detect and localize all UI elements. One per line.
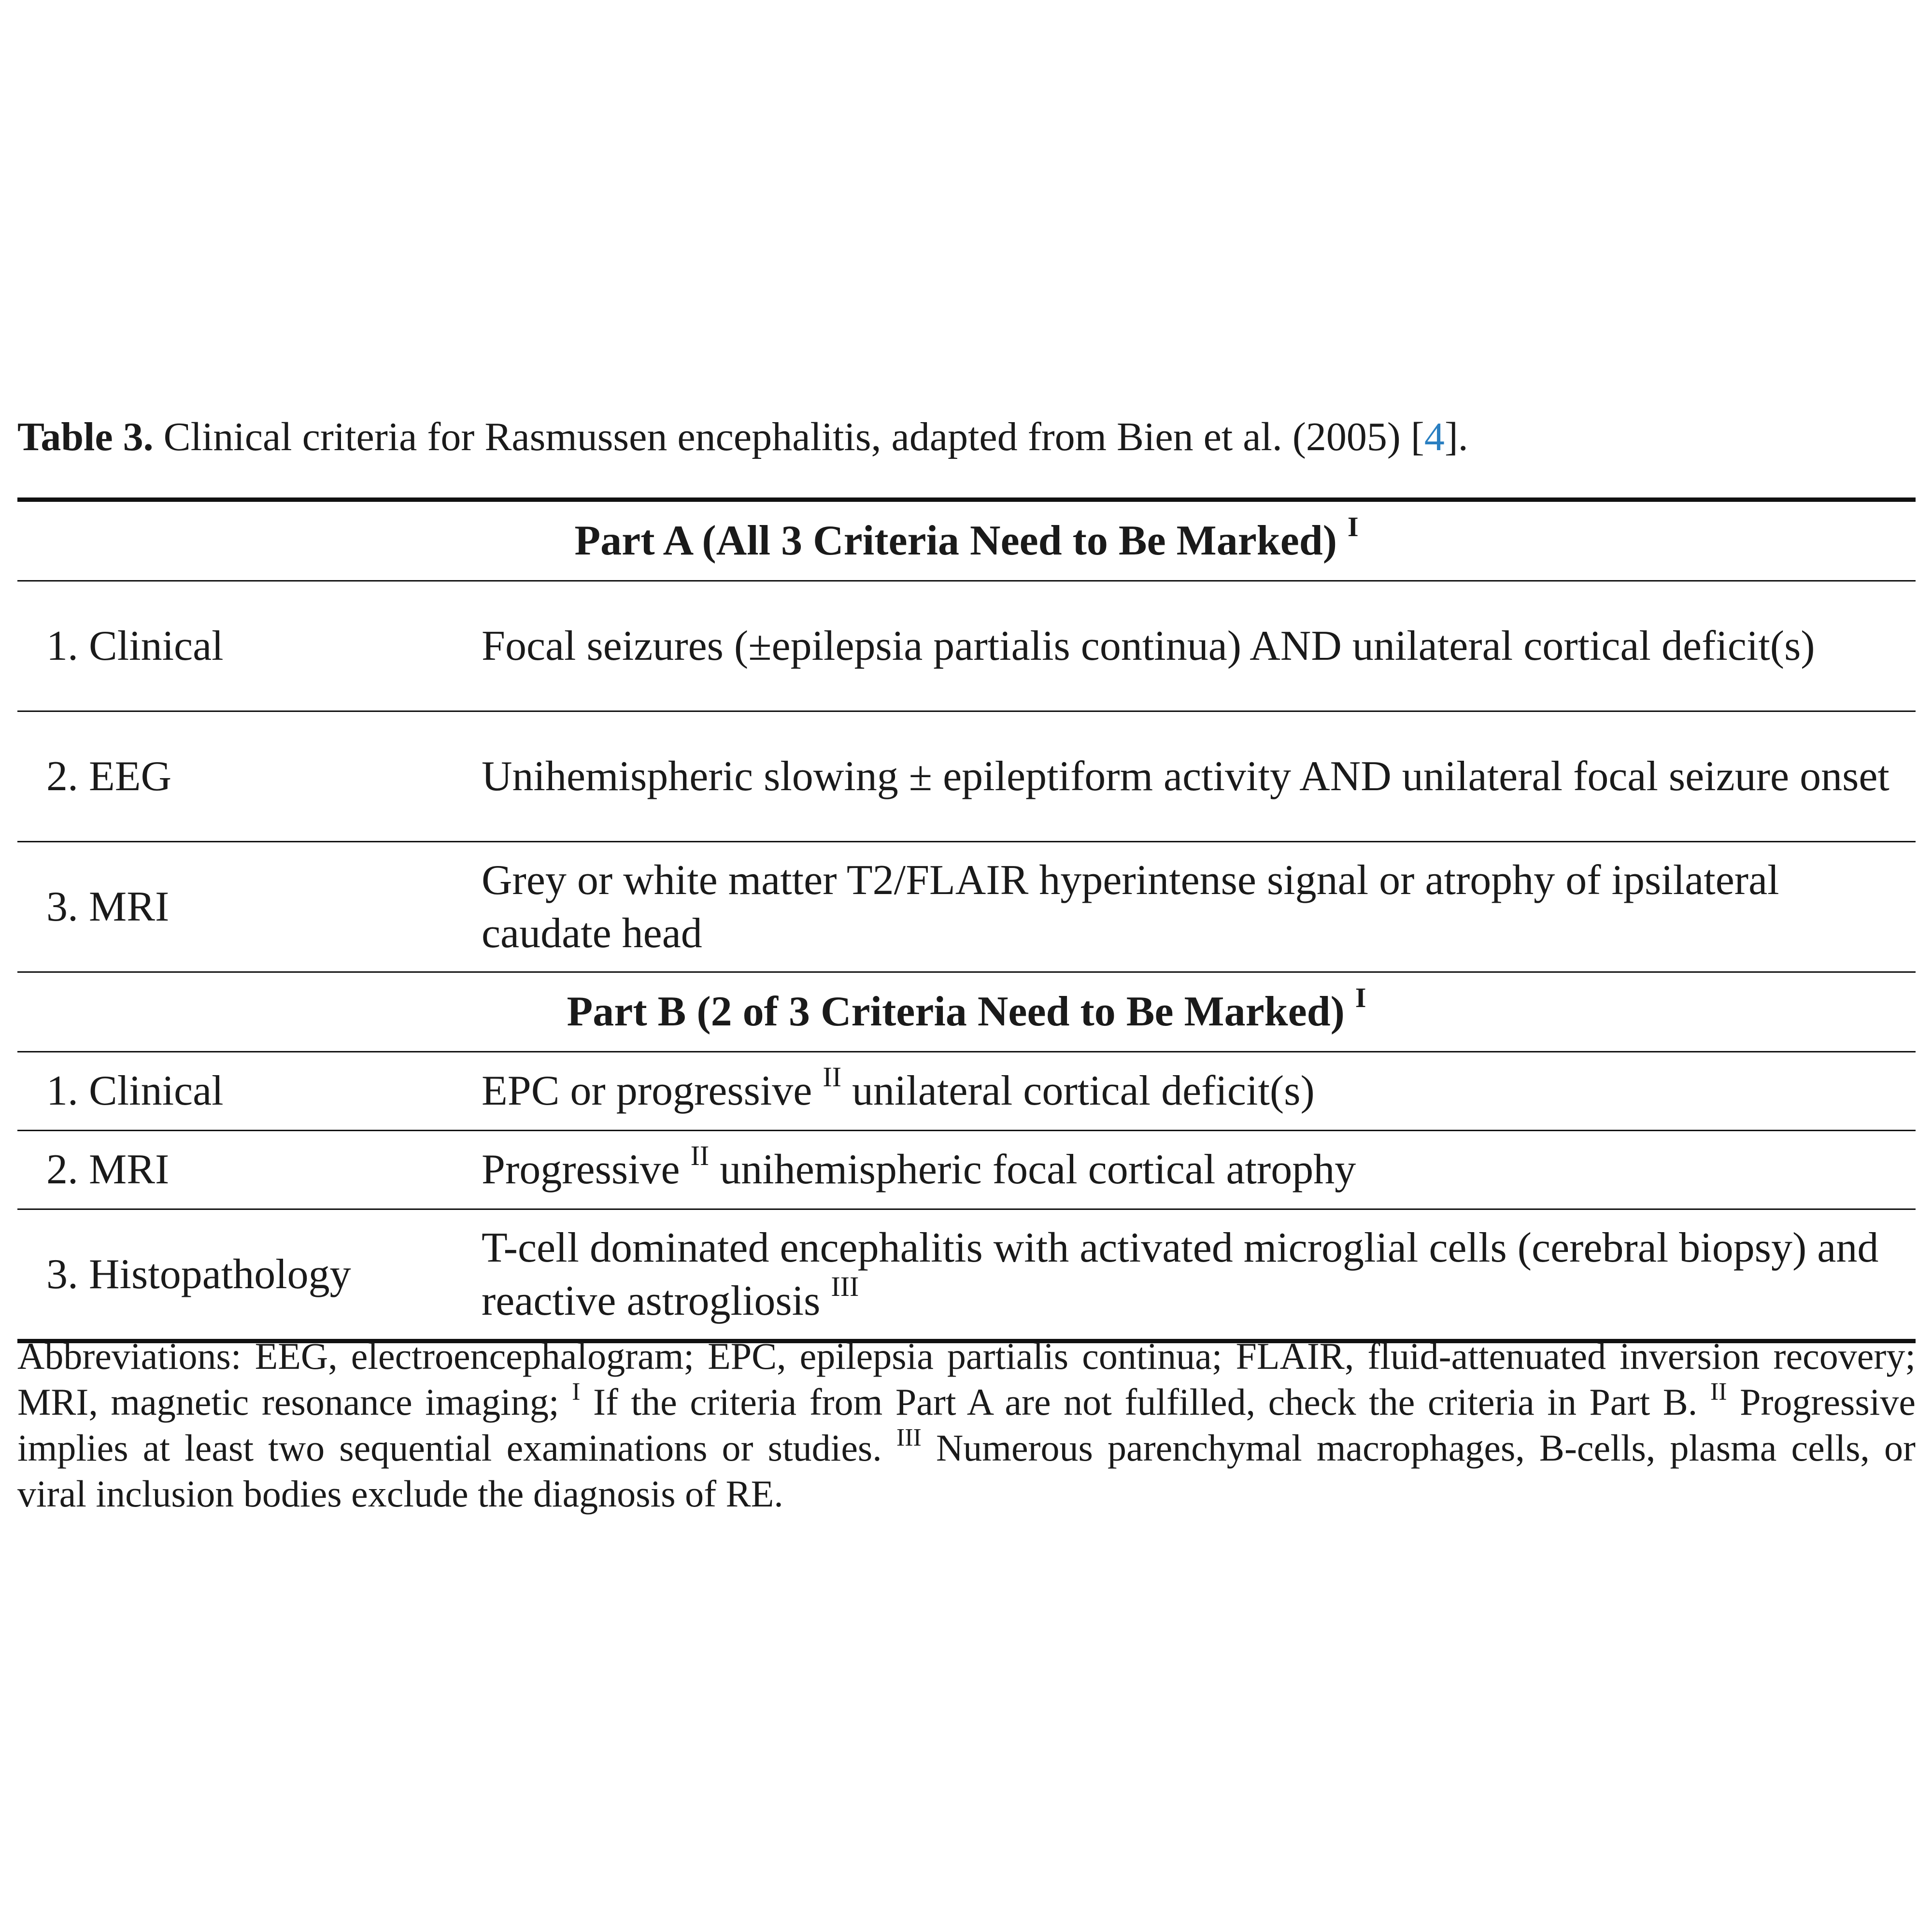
footnote-mark: III bbox=[896, 1424, 922, 1451]
part-b-heading-text: Part B (2 of 3 Criteria Need to Be Marked) bbox=[567, 988, 1345, 1035]
table-caption bbox=[17, 411, 1916, 464]
description-cell bbox=[482, 1131, 1916, 1209]
part-a-header-row bbox=[17, 500, 1916, 581]
footnote-text: Progressive implies at least two sequential examinations or studies. bbox=[17, 1381, 1916, 1469]
criterion-cell: 1. Clinical bbox=[17, 581, 482, 711]
part-a-footnote-mark: I bbox=[1348, 511, 1359, 542]
part-a-heading bbox=[17, 500, 1916, 581]
part-b-footnote-mark: I bbox=[1355, 981, 1366, 1013]
part-b-heading bbox=[17, 972, 1916, 1052]
table-footnote bbox=[17, 1333, 1916, 1517]
part-b-header-row bbox=[17, 972, 1916, 1052]
criterion-cell: 2. MRI bbox=[17, 1131, 482, 1209]
description-text: unilateral cortical deficit(s) bbox=[852, 1067, 1315, 1114]
criteria-table bbox=[17, 497, 1916, 1343]
caption-end: ]. bbox=[1444, 414, 1468, 459]
criterion-cell: 3. MRI bbox=[17, 842, 482, 972]
description-cell bbox=[482, 1052, 1916, 1131]
footnote-mark: II bbox=[690, 1139, 710, 1171]
description-cell: Unihemispheric slowing ± epileptiform activity AND unilateral focal seizure onset bbox=[482, 711, 1916, 842]
table-row bbox=[17, 711, 1916, 842]
criterion-cell: 2. EEG bbox=[17, 711, 482, 842]
footnote-mark: II bbox=[823, 1061, 842, 1093]
footnote-mark: II bbox=[1710, 1378, 1727, 1406]
footnote-mark: I bbox=[572, 1378, 581, 1406]
citation-link[interactable]: 4 bbox=[1424, 414, 1445, 459]
table-row bbox=[17, 1052, 1916, 1131]
footnote-text: Numerous parenchymal macrophages, B-cells, plasma cells, or viral inclusion bodies exclude the diagnosis of RE. bbox=[17, 1427, 1916, 1515]
criterion-cell: 1. Clinical bbox=[17, 1052, 482, 1131]
description-cell: Grey or white matter T2/FLAIR hyperintense signal or atrophy of ipsilateral caudate head bbox=[482, 842, 1916, 972]
table-label: Table 3. bbox=[17, 414, 154, 459]
table-row bbox=[17, 1131, 1916, 1209]
table-row bbox=[17, 842, 1916, 972]
footnote-mark: III bbox=[831, 1271, 859, 1303]
description-text: EPC or progressive bbox=[482, 1067, 812, 1114]
table-row bbox=[17, 581, 1916, 711]
description-text: T-cell dominated encephalitis with activated microglial cells (cerebral biopsy) and reactive astrogliosis bbox=[482, 1224, 1879, 1324]
criterion-cell: 3. Histopathology bbox=[17, 1209, 482, 1341]
abbreviations-text: Abbreviations: EEG, electroencephalogram; EPC, epilepsia partialis continua; FLAIR, fluid-attenuated inversion recovery; MRI, magnetic resonance imaging; bbox=[17, 1335, 1916, 1423]
part-a-heading-text: Part A (All 3 Criteria Need to Be Marked) bbox=[574, 517, 1337, 564]
description-cell: Focal seizures (±epilepsia partialis continua) AND unilateral cortical deficit(s) bbox=[482, 581, 1916, 711]
description-text: Progressive bbox=[482, 1146, 680, 1193]
description-text: unihemispheric focal cortical atrophy bbox=[720, 1146, 1356, 1193]
table-row bbox=[17, 1209, 1916, 1341]
caption-text: Clinical criteria for Rasmussen encephalitis, adapted from Bien et al. (2005) [ bbox=[163, 414, 1424, 459]
description-cell bbox=[482, 1209, 1916, 1341]
footnote-text: If the criteria from Part A are not fulfilled, check the criteria in Part B. bbox=[593, 1381, 1698, 1423]
